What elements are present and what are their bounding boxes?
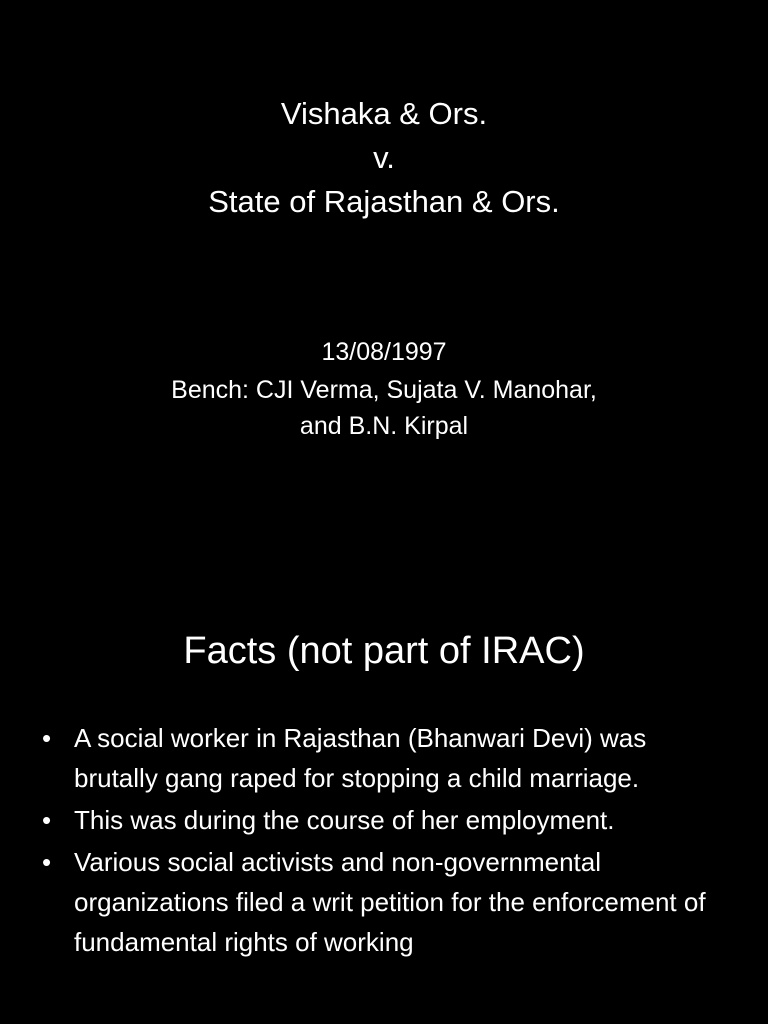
case-title-line-petitioner: Vishaka & Ors.: [280, 96, 488, 131]
case-title-line-versus: v.: [373, 140, 395, 175]
bullet-icon: •: [42, 847, 52, 877]
bullet-icon: •: [42, 723, 52, 753]
bullet-text: Various social activists and non-governmental organizations filed a writ petition for the enforcement of fundamental rights of working: [74, 847, 706, 957]
bench-line-2: and B.N. Kirpal: [299, 412, 469, 440]
list-item: [42, 800, 732, 840]
facts-heading: Facts (not part of IRAC): [183, 630, 585, 672]
bullet-text: A social worker in Rajasthan (Bhanwari Devi) was brutally gang raped for stopping a child marriage.: [74, 723, 647, 793]
case-details: [0, 334, 768, 444]
list-item: [42, 718, 732, 798]
bench-line-1: Bench: CJI Verma, Sujata V. Manohar,: [171, 376, 597, 404]
bullet-text: This was during the course of her employment.: [74, 805, 615, 835]
case-title: [0, 92, 768, 224]
bullet-icon: •: [42, 805, 52, 835]
case-title-line-respondent: State of Rajasthan & Ors.: [208, 184, 560, 219]
judgment-date: 13/08/1997: [321, 338, 447, 366]
list-item: [42, 842, 732, 962]
facts-bullet-list: [42, 718, 732, 964]
